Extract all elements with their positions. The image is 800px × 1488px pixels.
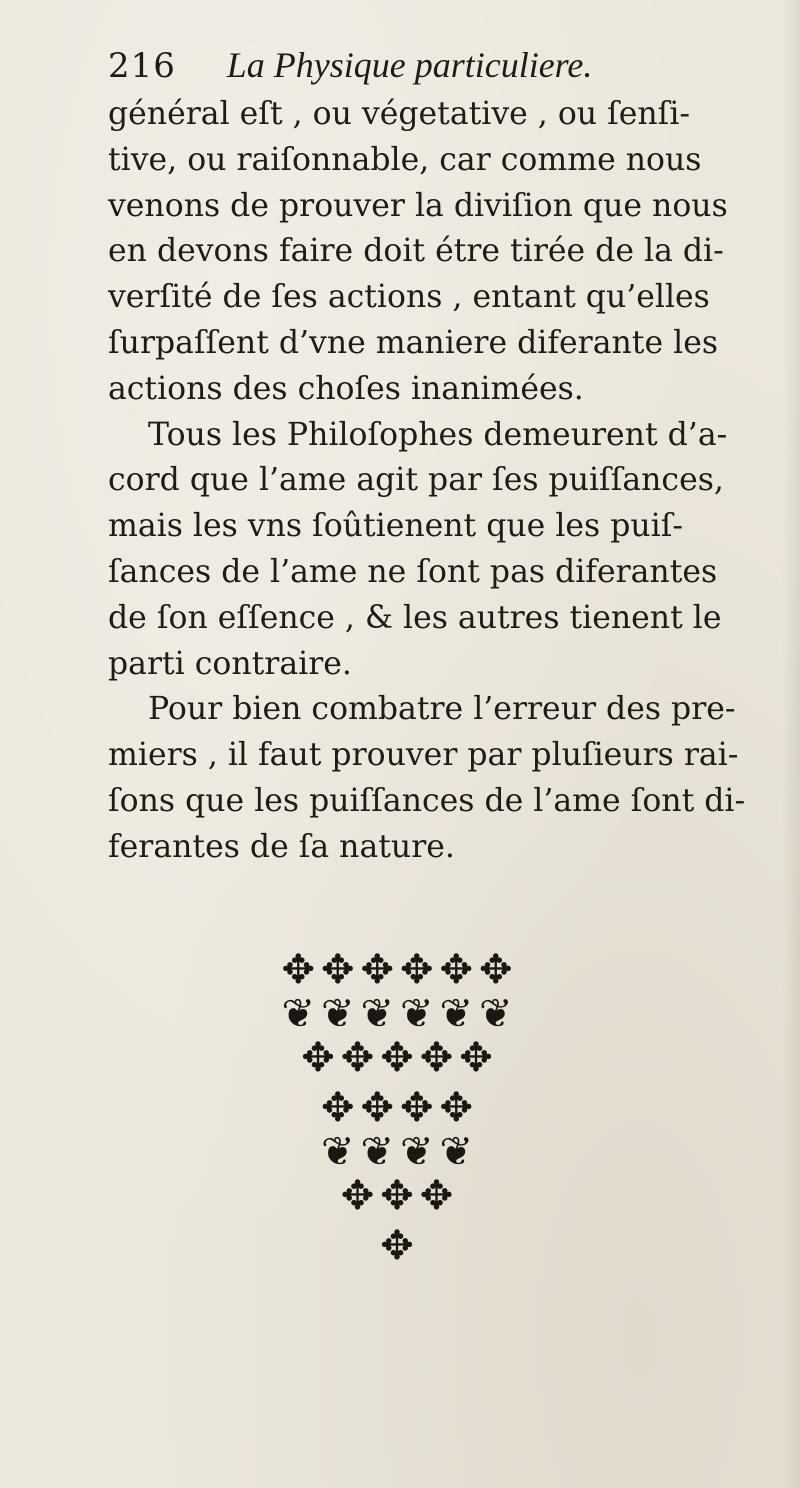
fleuron-row-icon: ✥✥✥✥ [320, 1085, 480, 1131]
fleuron-row-icon: ✥✥✥ [340, 1173, 460, 1219]
body-text [108, 92, 790, 871]
text-line: actions des choſes inanimées. [108, 370, 584, 407]
running-title: La Physique particuliere. [226, 45, 593, 85]
text-line: de ſon eſſence , & les autres tienent le [108, 599, 722, 636]
fleuron-row-icon: ❦❦❦❦❦❦ [281, 991, 519, 1037]
running-head [108, 40, 708, 90]
text-line: général eſt , ou végetative , ou ſenſi- [108, 96, 691, 132]
text-line: cord que l’ame agit par ſes puiſſances, [108, 462, 724, 499]
text-line: verſité de ſes actions , entant qu’elles [108, 279, 710, 316]
text-line: en devons faire doit étre tirée de la di- [108, 233, 724, 270]
text-line: mais les vns ſoûtienent que les puiſ- [108, 508, 684, 545]
page-number: 216 [108, 46, 176, 86]
text-line: tive, ou raiſonnable, car comme nous [108, 141, 702, 178]
text-line: miers , il faut prouver par pluſieurs rai- [108, 737, 739, 774]
paragraph-start-line: Pour bien combatre l’erreur des pre- [148, 691, 736, 728]
paragraph-start-line: Tous les Philoſophes demeurent d’a- [148, 416, 728, 453]
text-line: ſurpaſſent d’vne maniere diferante les [108, 324, 719, 361]
text-line: ferantes de ſa nature. [108, 828, 455, 865]
fleuron-row-icon: ❦❦❦❦ [320, 1129, 480, 1175]
fleuron-row-icon: ✥ [380, 1223, 420, 1269]
text-line: venons de prouver la diviſion que nous [108, 187, 728, 224]
text-line: ſances de l’ame ne ſont pas diferantes [108, 553, 718, 590]
fleuron-triangle-ornament-icon [0, 948, 800, 1278]
text-line: ſons que les puiſſances de l’ame ſont di- [108, 782, 746, 819]
fleuron-row-icon: ✥✥✥✥✥✥ [281, 947, 519, 993]
fleuron-row-icon: ✥✥✥✥✥ [301, 1035, 499, 1081]
text-line: parti contraire. [108, 645, 352, 682]
